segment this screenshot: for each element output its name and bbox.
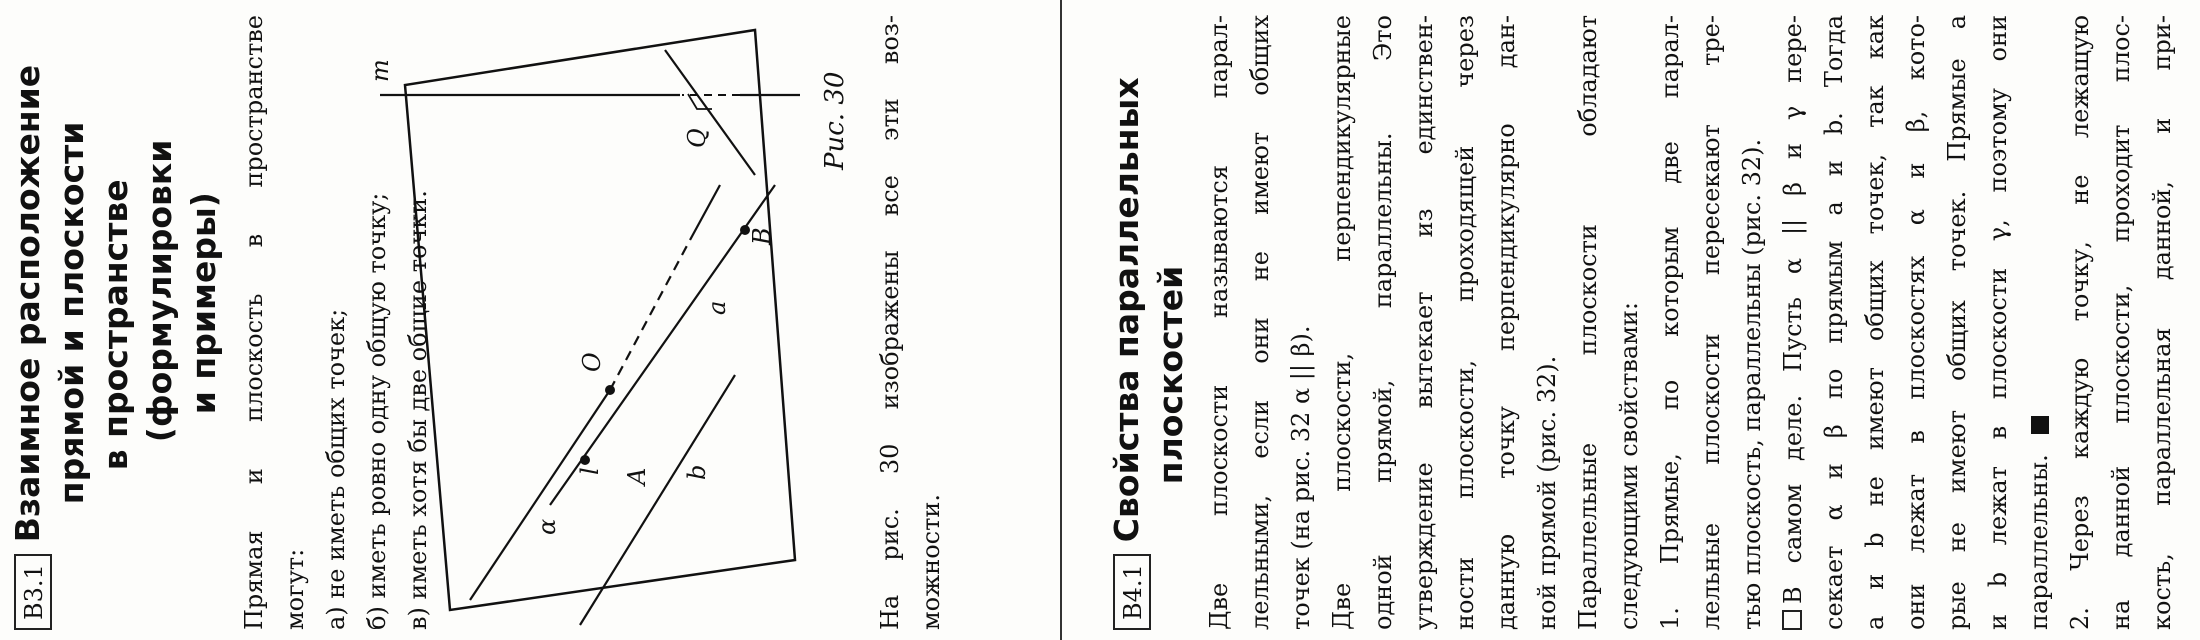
line-through-q [665, 50, 755, 175]
text-line: кость, параллельная данной, и при- [2148, 15, 2176, 630]
text-line: секает α и β по прямым a и b. Тогда [1820, 15, 1848, 630]
property-2 [2060, 15, 2183, 630]
title-line: (формулировки [140, 139, 179, 443]
figure-note [870, 15, 952, 630]
list-item: б) иметь ровно одну общую точку; [363, 192, 391, 630]
list-item: в) иметь хотя бы две общие точки. [404, 190, 432, 630]
label-q: Q [683, 128, 711, 148]
list-item: а) не иметь общих точек; [322, 308, 350, 630]
text-line: 2. Через каждую точку, не лежащую [2066, 15, 2094, 630]
section-number-box: B3.1 [14, 554, 52, 630]
title-line: плоскостей [1151, 265, 1190, 485]
label-l: l [576, 467, 604, 475]
text-line: на данной плоскости, проходит плос- [2107, 15, 2135, 630]
title-line: Взаимное расположение [8, 64, 47, 543]
property-1 [1650, 15, 1773, 630]
definition-paragraph [1199, 15, 1322, 630]
line-b [580, 375, 735, 625]
title-line: в пространстве [96, 179, 135, 471]
label-a-point: A [623, 467, 651, 485]
label-a-line: a [703, 300, 731, 315]
section-b4-1 [1105, 15, 2183, 630]
text-line: тью плоскость, параллельны (рис. 32). [1738, 138, 1766, 630]
figure-caption: Рис. 30 [820, 71, 850, 170]
text-line: данную точку перпендикулярно дан- [1492, 15, 1520, 630]
figure-30 [360, 20, 820, 630]
text-line: Две плоскости, перпендикулярные [1328, 15, 1356, 630]
text-line: рые не имеют общих точек. Прямые a [1943, 15, 1971, 630]
text-line: лельными, если они не имеют общих [1246, 15, 1274, 630]
text-line: и b лежат в плоскости γ, поэтому они [1984, 15, 2012, 630]
proof-end-icon [2031, 416, 2049, 434]
text-line: утверждение вытекает из единствен- [1410, 15, 1438, 630]
text-line: Параллельные плоскости обладают [1574, 15, 1602, 630]
text-line: Прямая и плоскость в пространстве [240, 15, 268, 630]
text-line: можности. [917, 494, 945, 630]
text-line: точек (на рис. 32 α || β). [1287, 325, 1315, 630]
text-line-content: В самом деле. Пусть α || β и γ пере- [1779, 15, 1807, 604]
line-l-hidden [610, 240, 690, 390]
text-line: На рис. 30 изображены все эти воз- [876, 15, 904, 630]
label-b-line: b [683, 464, 711, 480]
text-line [1773, 15, 1814, 630]
section-divider [1060, 0, 1062, 640]
text-line-content: параллельны. [2025, 454, 2053, 630]
section-number-box: B4.1 [1113, 554, 1151, 630]
point-o [605, 385, 615, 395]
proof-start-icon [1782, 610, 1802, 630]
text-line: Две плоскости называются парал- [1205, 15, 1233, 630]
label-o: O [578, 352, 606, 372]
text-line: ной прямой (рис. 32). [1533, 355, 1561, 630]
text-line: лельные плоскости пересекают тре- [1697, 15, 1725, 630]
text-line: следующими свойствами: [1615, 302, 1643, 630]
section-heading [1105, 15, 1193, 630]
plane-alpha [405, 30, 795, 610]
text-line: они лежат в плоскостях α и β, кото- [1902, 15, 1930, 630]
section-heading [6, 15, 226, 630]
text-line: 1. Прямые, по которым две парал- [1656, 15, 1684, 630]
section-title [1105, 77, 1193, 542]
text-line: ности плоскости, проходящей через [1451, 15, 1479, 630]
text-line: a и b не имеют общих точек, так как [1861, 15, 1889, 630]
label-m: m [366, 59, 394, 82]
text-line: одной прямой, параллельны. Это [1369, 15, 1397, 630]
text-line: могут: [281, 548, 309, 630]
line-l-visible [470, 390, 610, 600]
title-line: и примеры) [184, 192, 223, 415]
title-line: прямой и плоскости [52, 121, 91, 505]
perpendicular-paragraph [1322, 15, 1568, 630]
properties-intro [1568, 15, 1650, 630]
label-b-point: B [748, 227, 776, 245]
point-a [580, 455, 590, 465]
text-line [2019, 15, 2060, 630]
title-line: Свойства параллельных [1107, 77, 1146, 543]
label-alpha: α [533, 518, 561, 535]
section-title [6, 65, 226, 542]
line-l-exit [690, 185, 720, 240]
proof-paragraph [1773, 15, 2060, 630]
